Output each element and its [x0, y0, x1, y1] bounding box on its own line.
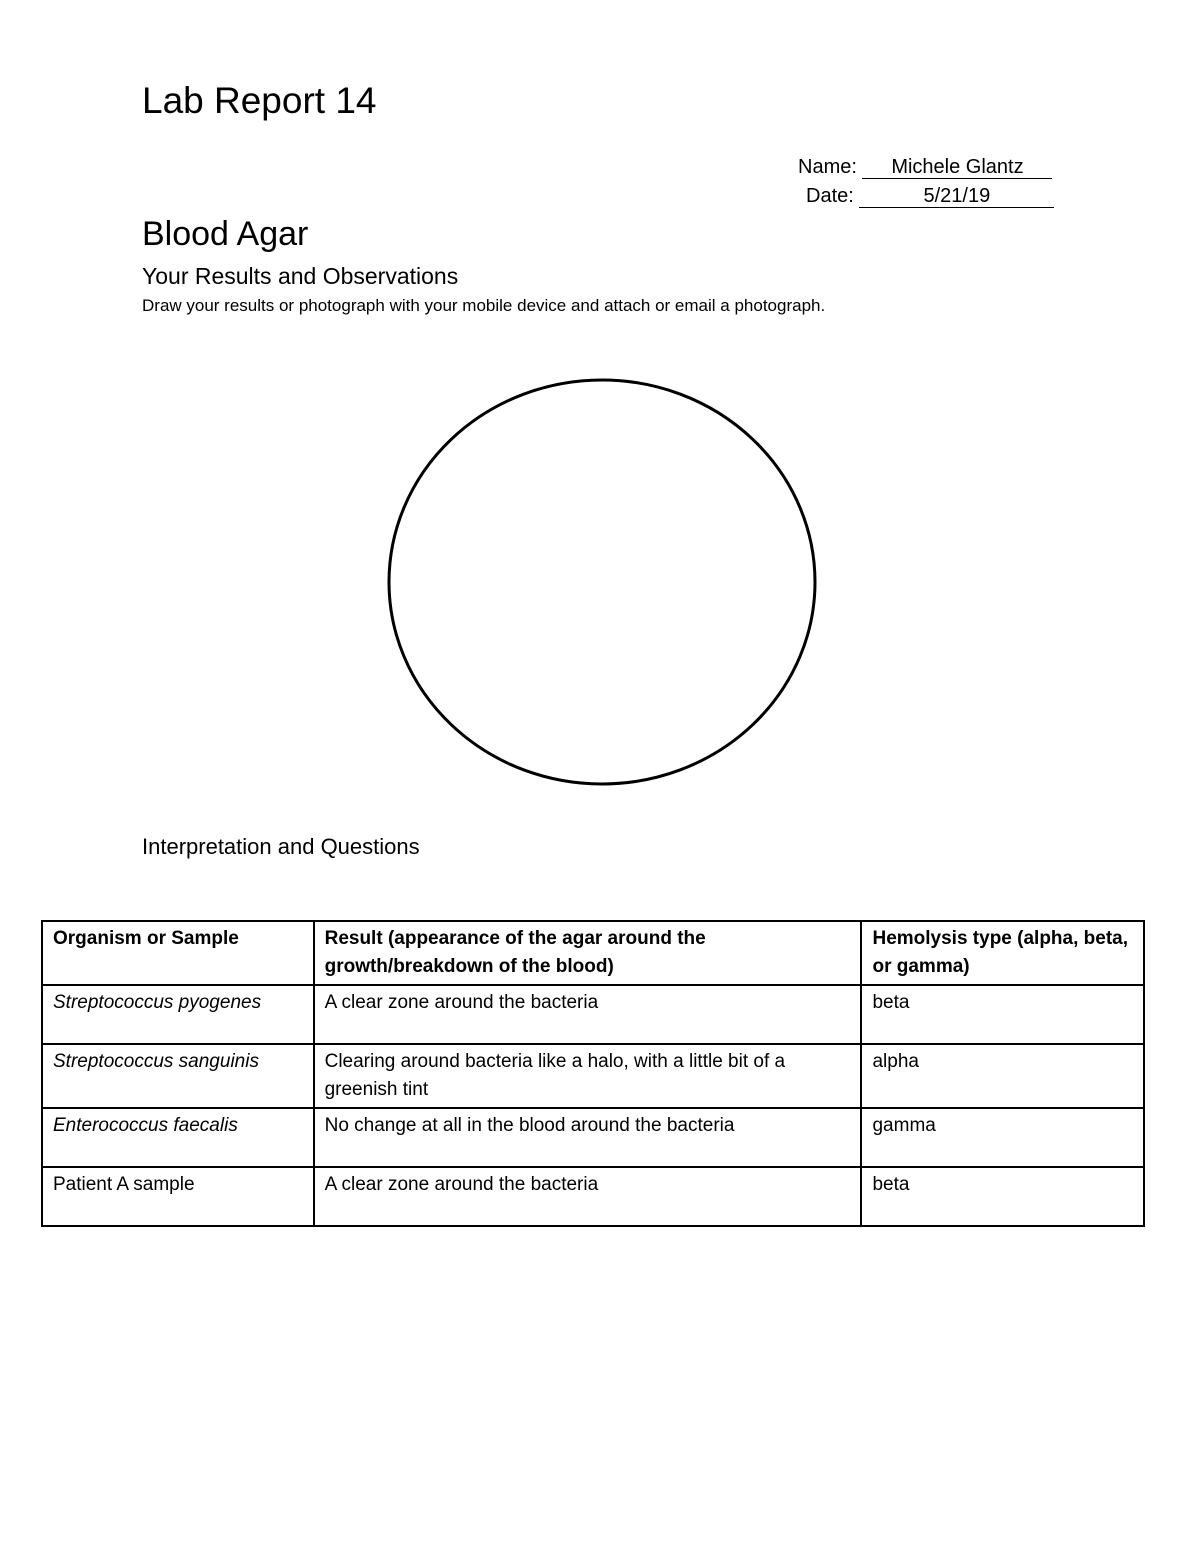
- table-row: [42, 1167, 1144, 1226]
- results-table: [41, 920, 1145, 1227]
- cell-organism: Streptococcus pyogenes: [42, 985, 314, 1044]
- cell-result: A clear zone around the bacteria: [314, 1167, 862, 1226]
- header-organism: Organism or Sample: [42, 921, 314, 985]
- cell-hemolysis: beta: [861, 985, 1144, 1044]
- cell-hemolysis: alpha: [861, 1044, 1144, 1108]
- instructions-text: Draw your results or photograph with your mobile device and attach or email a photograph.: [142, 296, 826, 315]
- name-field: [798, 154, 1052, 180]
- cell-organism: Patient A sample: [42, 1167, 314, 1226]
- table-header-row: [42, 921, 1144, 985]
- table-row: [42, 1044, 1144, 1108]
- cell-organism: Streptococcus sanguinis: [42, 1044, 314, 1108]
- table-row: [42, 1108, 1144, 1167]
- name-label: Name:: [798, 156, 857, 178]
- date-field: [806, 183, 1054, 209]
- agar-plate-circle: [389, 380, 815, 784]
- cell-hemolysis: gamma: [861, 1108, 1144, 1167]
- interpretation-title: Interpretation and Questions: [142, 834, 420, 859]
- cell-hemolysis: beta: [861, 1167, 1144, 1226]
- cell-result: A clear zone around the bacteria: [314, 985, 862, 1044]
- cell-result: No change at all in the blood around the bacteria: [314, 1108, 862, 1167]
- page-title: Lab Report 14: [142, 80, 377, 121]
- header-hemolysis: Hemolysis type (alpha, beta, or gamma): [861, 921, 1144, 985]
- agar-plate-drawing-area: [386, 377, 818, 787]
- results-subtitle: Your Results and Observations: [142, 263, 459, 289]
- cell-organism: Enterococcus faecalis: [42, 1108, 314, 1167]
- table-row: [42, 985, 1144, 1044]
- date-label: Date:: [806, 185, 854, 207]
- header-result: Result (appearance of the agar around the growth/breakdown of the blood): [314, 921, 862, 985]
- date-value: 5/21/19: [859, 185, 1054, 208]
- name-value: Michele Glantz: [862, 156, 1052, 179]
- section-title: Blood Agar: [142, 215, 309, 253]
- cell-result: Clearing around bacteria like a halo, with a little bit of a greenish tint: [314, 1044, 862, 1108]
